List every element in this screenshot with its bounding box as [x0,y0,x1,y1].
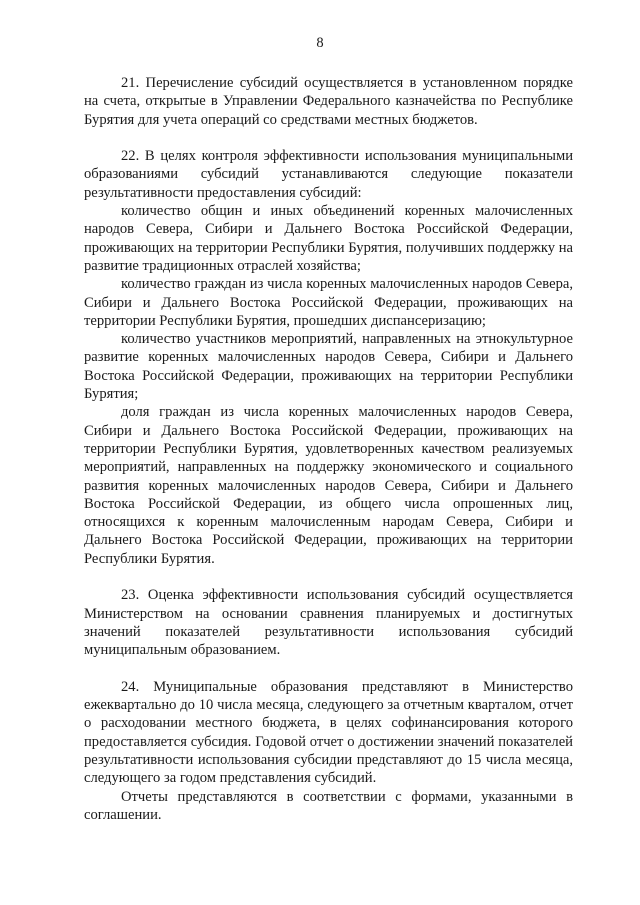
indicator-item-communities: количество общин и иных объединений коренных малочисленных народов Севера, Сибири и Дальнего Востока Российской Федерации, проживающих на территории Республики Бурятия, получивших поддержку на развитие традиционных отраслей хозяйства; [84,203,573,274]
paragraph-24: 24. Муниципальные образования представляют в Министерство ежеквартально до 10 числа месяца, следующего за отчетным кварталом, отчет о расходовании местного бюджета, в целях софинансирования которого предоставляется субсидия. Годовой отчет о достижении значений показателей результативности использования субсидии представляют до 15 числа месяца, следующего за годом представления субсидий. [84,678,573,787]
page-number: 8 [316,35,324,51]
paragraph-21: 21. Перечисление субсидий осуществляется в установленном порядке на счета, открытые в Управлении Федерального казначейства по Республике Бурятия для учета операций со средствами местных бюджетов. [84,75,573,128]
paragraph-spacer [84,660,573,678]
paragraph-spacer [84,129,573,147]
indicator-item-medical-exam: количество граждан из числа коренных малочисленных народов Севера, Сибири и Дальнего Востока Российской Федерации, проживающих на территории Республики Бурятия, прошедших диспансеризацию; [84,276,573,329]
document-body [84,74,573,824]
indicator-item-participants: количество участников мероприятий, направленных на этнокультурное развитие коренных малочисленных народов Севера, Сибири и Дальнего Востока Российской Федерации, проживающих на территории Республики Бурятия; [84,331,573,403]
paragraph-22: 22. В целях контроля эффективности использования муниципальными образованиями субсидий устанавливаются следующие показатели результативности предоставления субсидий: [84,148,573,201]
indicator-item-satisfaction-share: доля граждан из числа коренных малочисленных народов Севера, Сибири и Дальнего Востока Российской Федерации, проживающих на территории Республики Бурятия, удовлетворенных качеством реализуемых мероприятий, направленных на поддержку экономического и социального развития коренных малочисленных народов Севера, Сибири и Дальнего Востока Российской Федерации, из общего числа опрошенных лиц, относящихся к коренным малочисленным народам Севера, Сибири и Дальнего Востока Российской Федерации, проживающих на территории Республики Бурятия. [84,404,573,567]
paragraph-spacer [84,568,573,586]
paragraph-23: 23. Оценка эффективности использования субсидий осуществляется Министерством на основании сравнения планируемых и достигнутых значений показателей результативности использования субсидий муниципальным образованием. [84,587,573,659]
paragraph-reports: Отчеты представляются в соответствии с формами, указанными в соглашении. [84,788,573,823]
